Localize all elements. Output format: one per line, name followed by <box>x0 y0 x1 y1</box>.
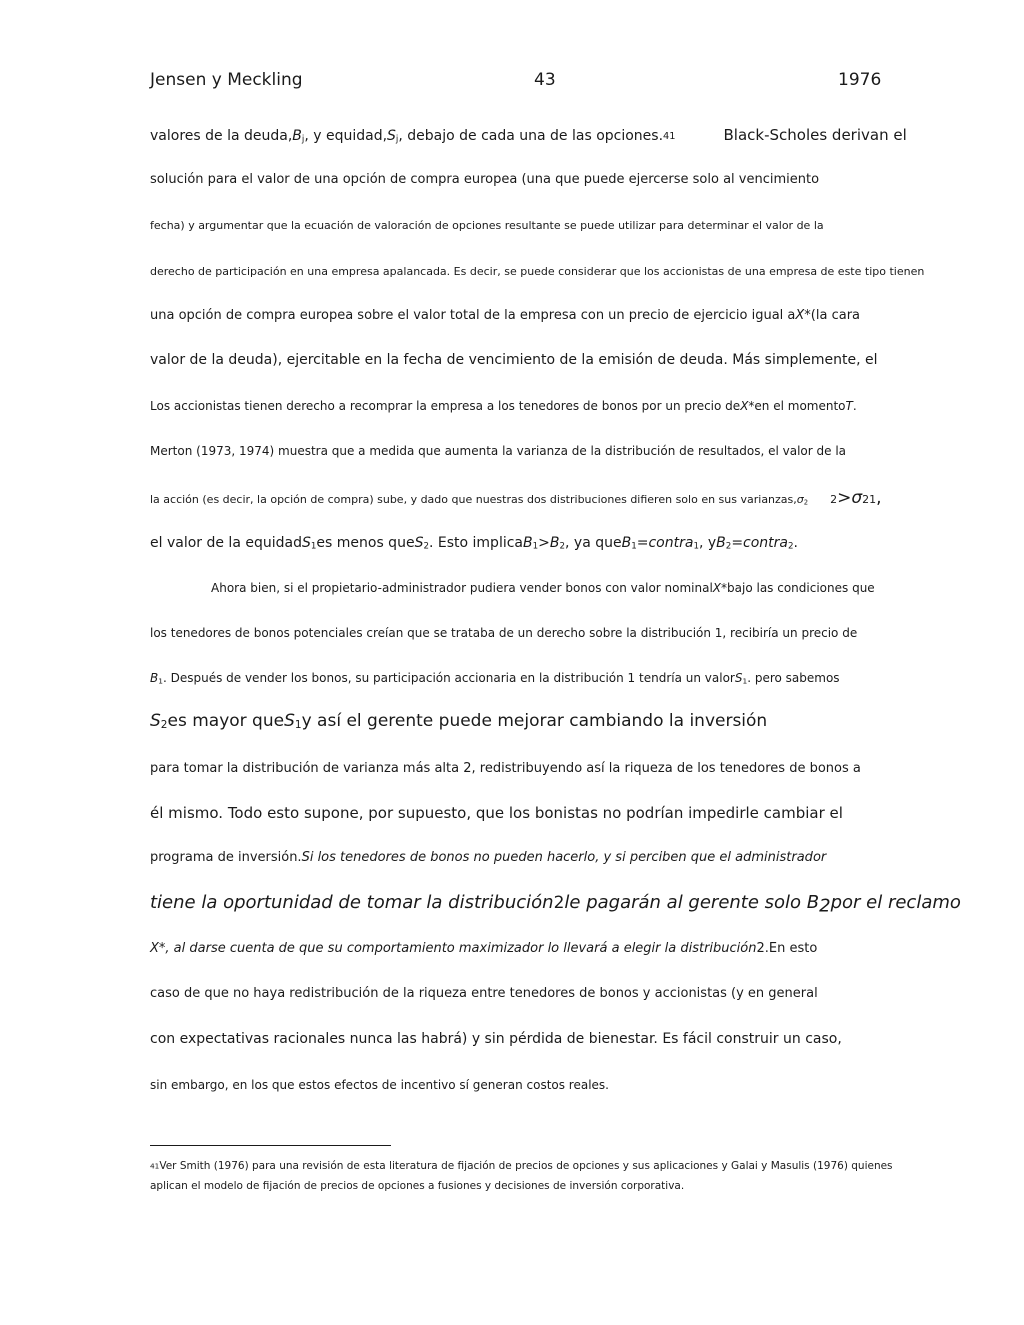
body-line-14: $S_2es$ mayor queS$_1$y así el gerente puede mejorar cambiando la inversión <box>150 711 768 732</box>
body-line-19: X*, al darse cuenta de que su comportamiento maximizador lo llevará a elegir la distribución2.En esto <box>150 941 818 956</box>
body-line-21: con expectativas racionales nunca las habrá) y sin pérdida de bienestar. Es fácil construir un caso, <box>150 1031 842 1047</box>
body-line-8: Merton (1973, 1974) muestra que a medida que aumenta la varianza de la distribución de resultados, el valor de la <box>150 444 847 458</box>
running-header-authors: Jensen y Meckling <box>150 70 303 90</box>
body-line-16: él mismo. Todo esto supone, por supuesto, que los bonistas no podrían impedirle cambiar el <box>150 804 843 822</box>
body-line-11-paragraph-start: Ahora bien, si el propietario-administrador pudiera vender bonos con valor nominalX*bajo las condiciones que <box>211 581 875 595</box>
footnote-reference: 41 <box>663 131 676 143</box>
footnote-marker: 41 <box>150 1161 160 1171</box>
body-line-18: tiene la oportunidad de tomar la distribución2le pagarán al gerente solo B2por el reclamo <box>150 892 961 917</box>
running-header-year: 1976 <box>838 70 882 90</box>
body-line-13: B1. Después de vender los bonos, su participación accionaria en la distribución 1 tendría un valorS1. pero sabemos <box>150 671 840 686</box>
body-line-2: solución para el valor de una opción de compra europea (una que puede ejercerse solo al vencimiento <box>150 172 820 187</box>
footnote-41-line-1: 41Ver Smith (1976) para una revisión de esta literatura de fijación de precios de opciones y sus aplicaciones y Galai y Masulis (1976) quienes <box>150 1160 893 1172</box>
body-line-5: una opción de compra europea sobre el valor total de la empresa con un precio de ejercicio igual aX*(la cara <box>150 308 861 323</box>
page-number: 43 <box>534 70 556 90</box>
body-line-9: la acción (es decir, la opción de compra) sube, y dado que nuestras dos distribuciones difieren solo en sus $varianzas,\sigma_2$ 2>σ21, <box>150 488 882 508</box>
body-line-1: valores de la $deuda,B_j$, y $equidad,S_j$, debajo de cada una de las opciones.41 Black-Scholes derivan el <box>150 126 907 145</box>
footnote-separator <box>150 1145 391 1146</box>
body-line-3: fecha) y argumentar que la ecuación de valoración de opciones resultante se puede utilizar para determinar el valor de la <box>150 219 824 232</box>
body-line-6: valor de la deuda), ejercitable en la fecha de vencimiento de la emisión de deuda. Más simplemente, el <box>150 352 878 368</box>
body-line-20: caso de que no haya redistribución de la riqueza entre tenedores de bonos y accionistas (y en general <box>150 986 818 1001</box>
body-line-15: para tomar la distribución de varianza más alta 2, redistribuyendo así la riqueza de los tenedores de bonos a <box>150 761 861 776</box>
body-line-17: programa de inversión.Si los tenedores de bonos no pueden hacerlo, y si perciben que el administrador <box>150 850 827 865</box>
body-line-22: sin embargo, en los que estos efectos de incentivo sí generan costos reales. <box>150 1078 609 1092</box>
body-line-10: el valor de la equidadS$_1$es menos queS$_2$. Esto $implicaB_1>B_2$, ya queB$_1$=contra$_1$, $yB_2=contra_2$. <box>150 535 798 552</box>
footnote-41-line-2: aplican el modelo de fijación de precios de opciones a fusiones y decisiones de inversión corporativa. <box>150 1180 685 1192</box>
body-line-4: derecho de participación en una empresa apalancada. Es decir, se puede considerar que los accionistas de una empresa de este tipo tienen <box>150 265 925 278</box>
body-line-12: los tenedores de bonos potenciales creían que se trataba de un derecho sobre la distribución 1, recibiría un precio de <box>150 626 858 640</box>
body-line-7: Los accionistas tienen derecho a recomprar la empresa a los tenedores de bonos por un precio deX*en el momentoT. <box>150 399 857 413</box>
